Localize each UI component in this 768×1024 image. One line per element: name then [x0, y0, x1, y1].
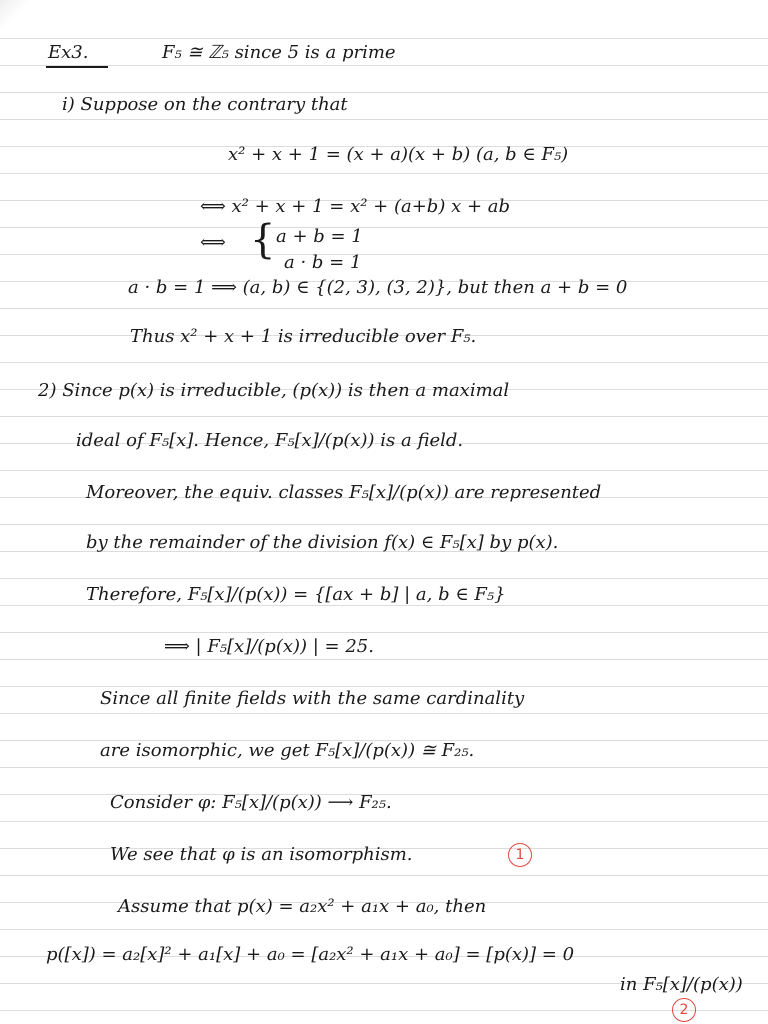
line-maximal-ideal: ideal of F₅[x]. Hence, F₅[x]/(p(x)) is a field. [76, 430, 464, 451]
heading-underline [46, 66, 108, 68]
line-assume: Assume that p(x) = a₂x² + a₁x + a₀, then [118, 896, 487, 917]
line-remainder: by the remainder of the division f(x) ∈ F₅[x] by p(x). [86, 532, 559, 553]
equiv-symbol: ⟺ [200, 232, 226, 253]
line-factorization: x² + x + 1 = (x + a)(x + b) (a, b ∈ F₅) [228, 144, 569, 165]
line-evaluation: p([x]) = a₂[x]² + a₁[x] + a₀ = [a₂x² + a₁x + a₀] = [p(x)] = 0 [46, 944, 575, 965]
line-suppose: i) Suppose on the contrary that [62, 94, 348, 115]
line-quotient-ring: in F₅[x]/(p(x)) [620, 974, 743, 995]
line-conclusion-irreducible: Thus x² + x + 1 is irreducible over F₅. [130, 326, 477, 347]
line-equiv-classes: Moreover, the equiv. classes F₅[x]/(p(x)) are represented [86, 482, 602, 503]
exercise-statement: F₅ ≅ ℤ₅ since 5 is a prime [162, 42, 396, 63]
annotation-circle-2: 2 [672, 998, 696, 1022]
line-sum-condition: a + b = 1 [276, 226, 363, 247]
line-case-analysis: a · b = 1 ⟹ (a, b) ∈ {(2, 3), (3, 2)}, but then a + b = 0 [128, 277, 628, 298]
line-cardinality: ⟹ | F₅[x]/(p(x)) | = 25. [164, 636, 374, 657]
line-therefore: Therefore, F₅[x]/(p(x)) = {[ax + b] | a, b ∈ F₅} [86, 584, 506, 605]
line-expansion: ⟺ x² + x + 1 = x² + (a+b) x + ab [200, 196, 510, 217]
line-since-irreducible: 2) Since p(x) is irreducible, (p(x)) is then a maximal [38, 380, 510, 401]
exercise-label: Ex3. [48, 42, 89, 63]
line-consider-map: Consider φ: F₅[x]/(p(x)) ⟶ F₂₅. [110, 792, 392, 813]
line-finite-fields: Since all finite fields with the same cardinality [100, 688, 525, 709]
system-brace: { [250, 217, 276, 263]
line-isomorphism: We see that φ is an isomorphism. [110, 844, 413, 865]
page-corner [0, 0, 28, 28]
annotation-circle-1: 1 [508, 843, 532, 867]
line-isomorphic: are isomorphic, we get F₅[x]/(p(x)) ≅ F₂₅. [100, 740, 475, 761]
line-product-condition: a · b = 1 [284, 252, 362, 273]
